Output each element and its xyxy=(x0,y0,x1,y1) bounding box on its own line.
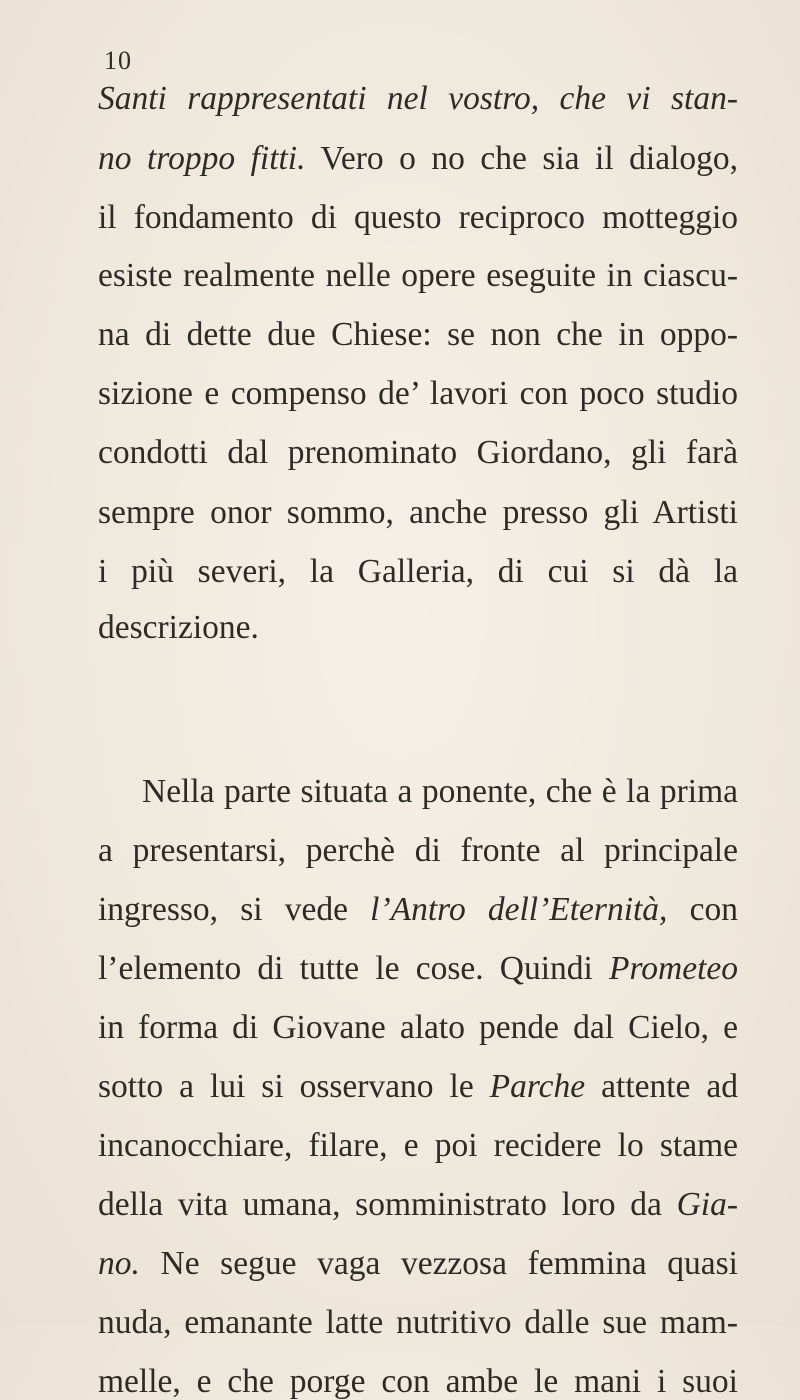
text-span: l’elemento di tutte le cose. Quindi xyxy=(98,950,609,987)
italic-phrase: no troppo fitti. xyxy=(98,140,306,177)
italic-phrase: l’Antro dell’Eternità, xyxy=(370,891,668,928)
italic-phrase: Parche xyxy=(489,1068,586,1105)
text-line: incanocchiare, filare, e poi recidere lo stame xyxy=(98,1127,738,1164)
italic-phrase: Gia- xyxy=(676,1186,738,1223)
text-line: il fondamento di questo reciproco motteggio xyxy=(98,199,738,236)
text-span: Vero o no che sia il dialogo, xyxy=(305,140,739,177)
page-number: 10 xyxy=(104,46,132,75)
text-span: con xyxy=(667,891,738,928)
text-line: i più severi, la Galleria, di cui si dà la xyxy=(98,553,738,590)
italic-phrase: Prometeo xyxy=(609,950,738,987)
text-span: Ne segue vaga vezzosa femmina quasi xyxy=(139,1245,738,1282)
text-span: attente ad xyxy=(585,1068,738,1105)
text-line: in forma di Giovane alato pende dal Cielo, e xyxy=(98,1009,738,1046)
text-line: condotti dal prenominato Giordano, gli farà xyxy=(98,434,738,471)
text-line: melle, e che porge con ambe le mani i suoi xyxy=(98,1363,738,1400)
text-line: sempre onor sommo, anche presso gli Artisti xyxy=(98,494,738,531)
text-line: Nella parte situata a ponente, che è la prima xyxy=(142,773,738,810)
italic-phrase: no. xyxy=(98,1245,140,1282)
text-line: na di dette due Chiese: se non che in oppo- xyxy=(98,316,738,353)
text-line: descrizione. xyxy=(98,609,259,646)
text-line xyxy=(98,893,738,927)
text-line xyxy=(98,1188,738,1222)
text-line xyxy=(98,142,738,176)
text-line xyxy=(98,952,738,986)
text-line: Santi rappresentati nel vostro, che vi stan- xyxy=(98,80,738,117)
text-span: ingresso, si vede xyxy=(98,891,371,928)
text-line xyxy=(98,1247,738,1281)
text-line: nuda, emanante latte nutritivo dalle sue mam- xyxy=(98,1304,738,1341)
text-line: a presentarsi, perchè di fronte al principale xyxy=(98,832,738,869)
text-span: sotto a lui si osservano le xyxy=(98,1068,490,1105)
text-span: della vita umana, somministrato loro da xyxy=(98,1186,677,1223)
text-line: esiste realmente nelle opere eseguite in ciascu- xyxy=(98,257,738,294)
text-line: sizione e compenso de’ lavori con poco studio xyxy=(98,375,738,412)
text-line xyxy=(98,1070,738,1104)
